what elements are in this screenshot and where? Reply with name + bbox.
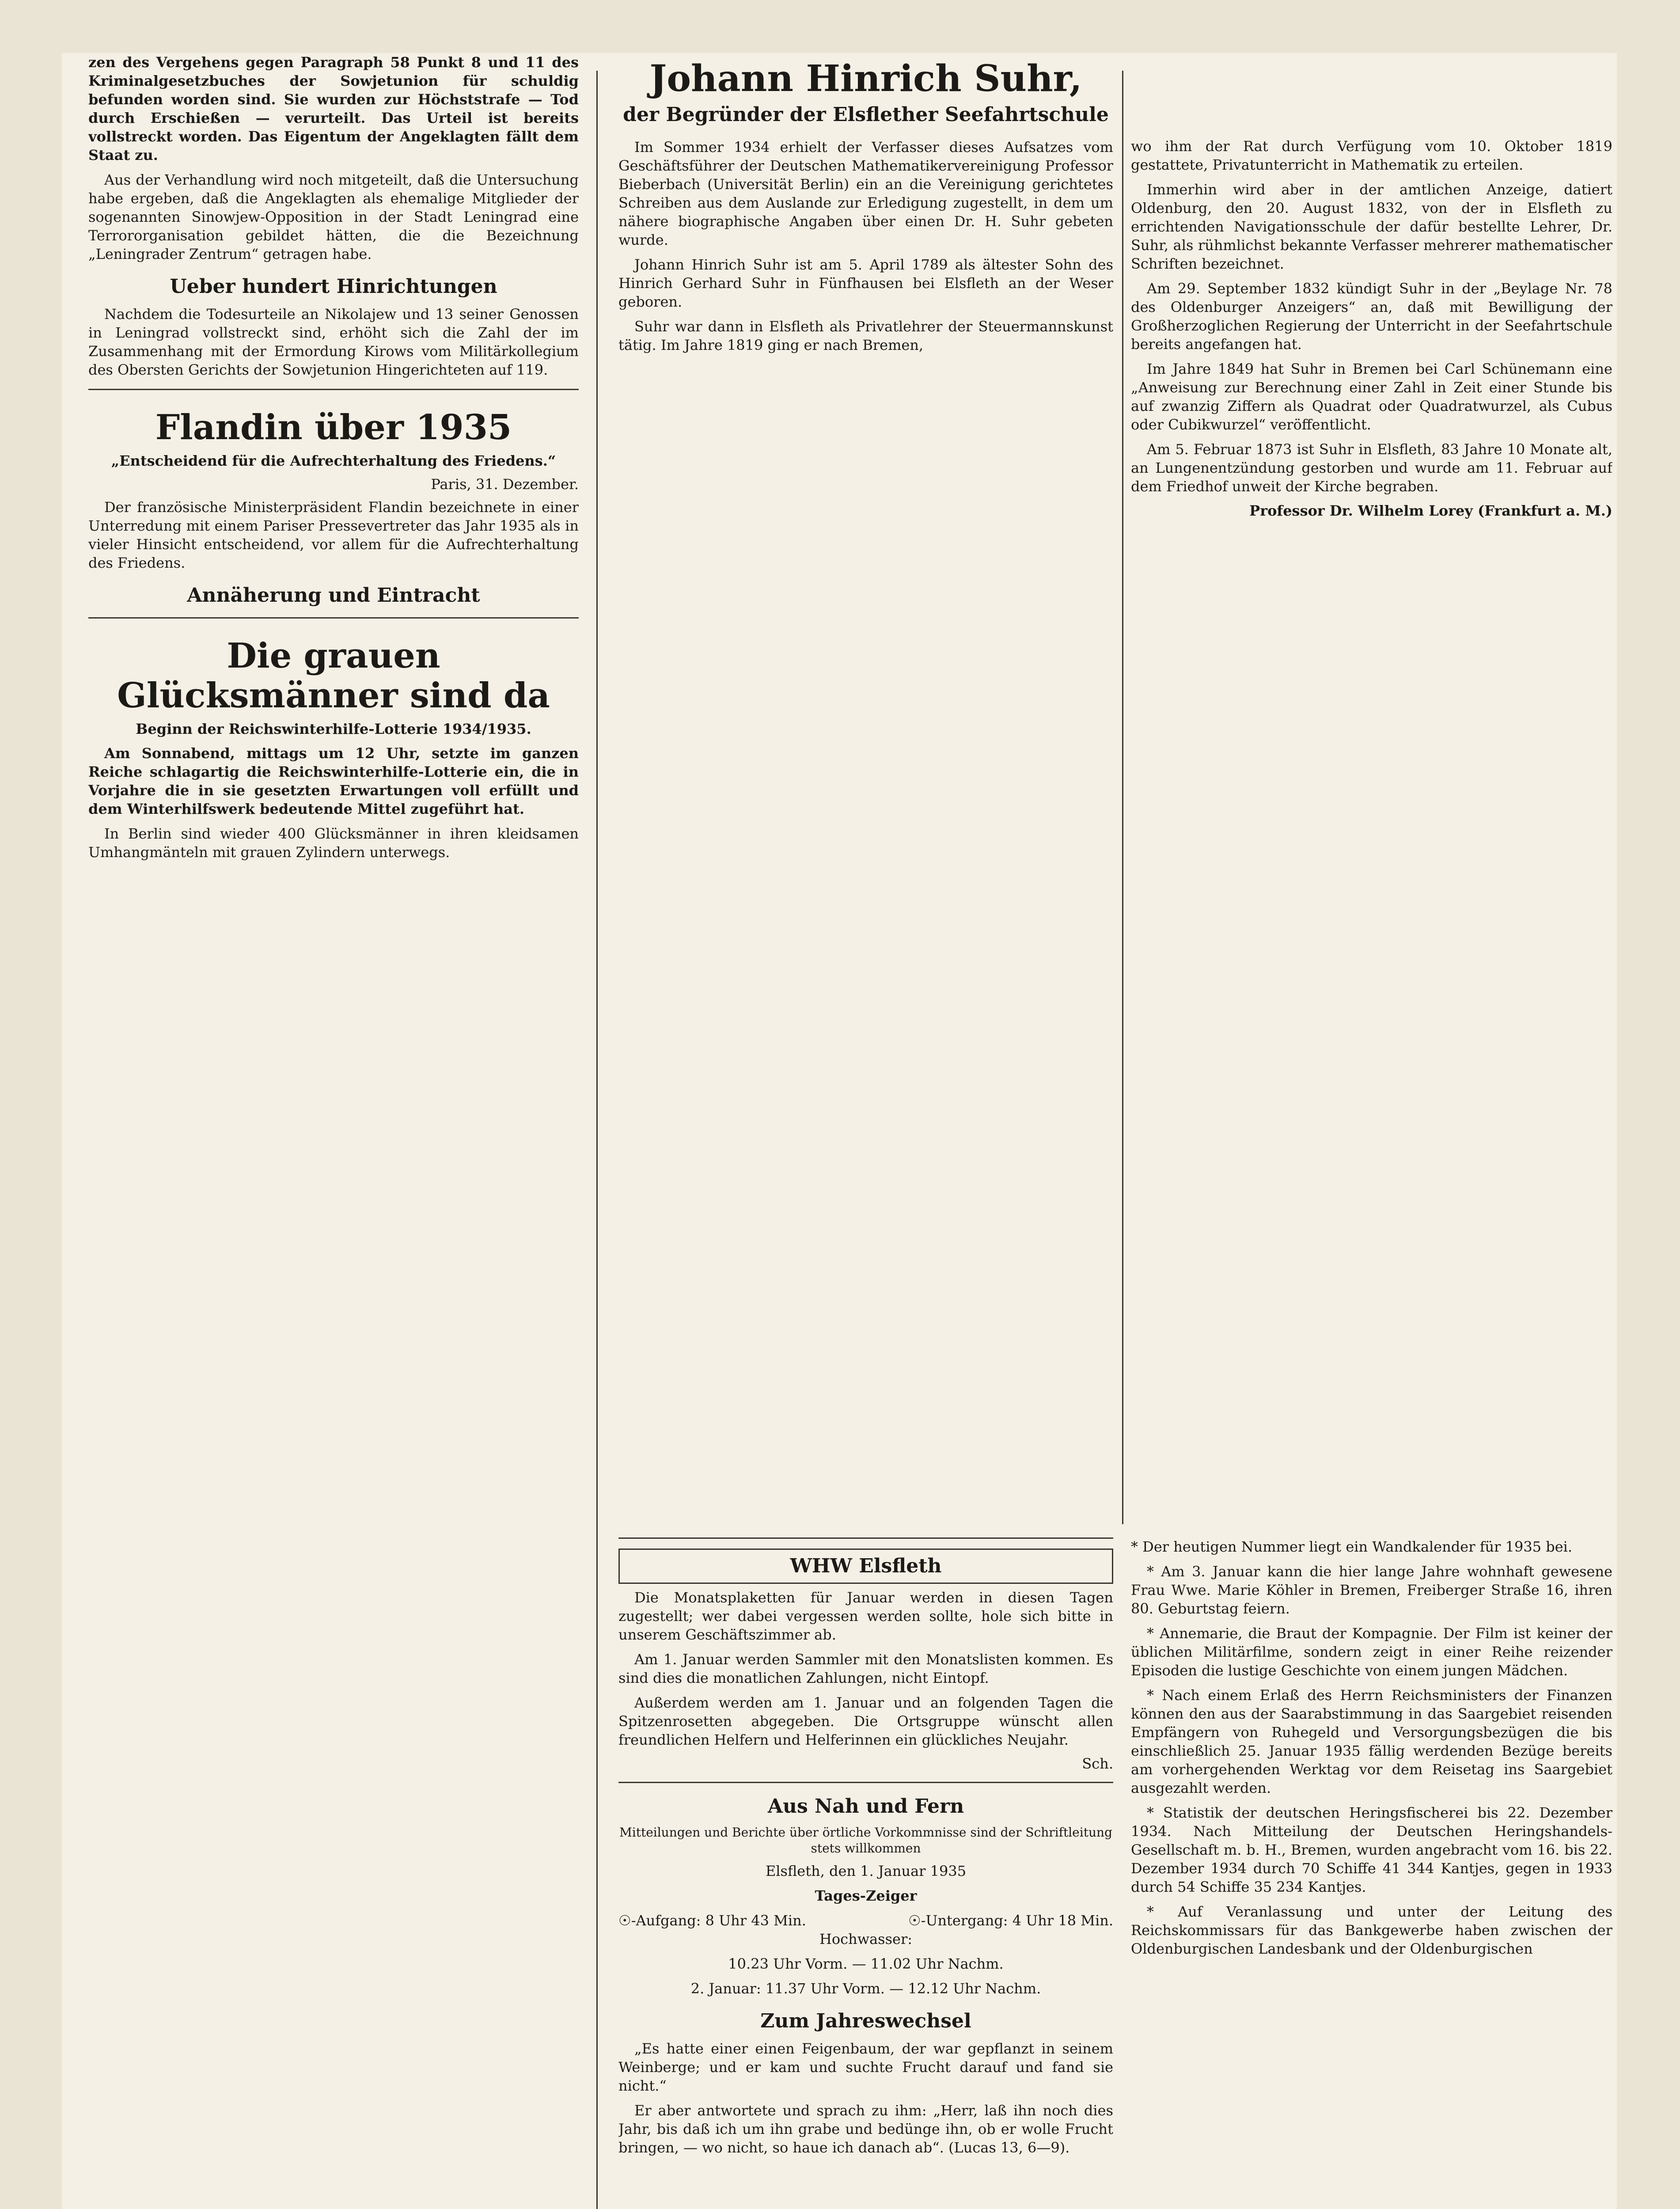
article-paragraph: In Berlin sind wieder 400 Glücksmänner in ihren kleidsamen Umhangmänteln mit grauen Zylindern unterwegs. <box>88 825 579 861</box>
nah-fern-title: Aus Nah und Fern <box>767 1795 964 1818</box>
local-news-item: * Annemarie, die Braut der Kompagnie. Der Film ist keiner der üblichen Militärfilme, sondern zeigt in einer Reihe reizender Episoden die lustige Geschichte von einem jungen Mädchen. <box>1131 1625 1612 1679</box>
right-column <box>1131 137 1612 1524</box>
flandin-dateline: Paris, 31. Dezember. <box>431 476 579 493</box>
article-paragraph: Die Monatsplaketten für Januar werden in diesen Tagen zugestellt; wer dabei vergessen werden sollte, hole sich bitte in unserem Geschäftszimmer ab. <box>618 1589 1113 1643</box>
article-paragraph: Er aber antwortete und sprach zu ihm: „Herr, laß ihn noch dies Jahr, bis daß ich um ihn grabe und bedünge ihn, ob er wolle Frucht bringen, — wo nicht, so haue ich danach ab“. (Lucas 13, 6—9). <box>618 2102 1113 2156</box>
hochwasser-line-2: 2. Januar: 11.37 Uhr Vorm. — 12.12 Uhr Nachm. <box>690 1980 1041 1997</box>
suhr-subtitle: der Begründer der Elsflether Seefahrtschule <box>623 103 1109 126</box>
column-divider-left <box>596 71 598 2209</box>
local-news-item: * Nach einem Erlaß des Herrn Reichsministers der Finanzen können den aus der Saarabstimmung in das Saargebiet reisenden Empfängern von Ruhegeld und Versorgungsbezügen die bis einschließlich 25. Januar 1935 fällig werdenden Bezüge bereits am vorhergehenden Werktag vor dem Reisetag ins Saargebiet ausgezahlt werden. <box>1131 1687 1612 1796</box>
article-paragraph: „Es hatte einer einen Feigenbaum, der war gepflanzt in seinem Weinberge; und er kam und suchte Frucht darauf und fand sie nicht.“ <box>618 2040 1113 2094</box>
article-paragraph: Immerhin wird aber in der amtlichen Anzeige, datiert Oldenburg, den 20. August 1832, von der in Elsfleth zu errichtenden Navigationsschule der dafür bestellte Lehrer, Dr. Suhr, als rühmlichst bekannte Verfasser mehrerer mathematischer Schriften bezeichnet. <box>1131 181 1612 272</box>
whw-title-box <box>618 1549 1113 1584</box>
column-divider-right <box>1122 71 1123 1524</box>
lower-middle-column <box>618 1537 1113 2163</box>
newspaper-page <box>62 53 1617 2209</box>
glueck-title: Die grauen Glücksmänner sind da <box>117 636 550 716</box>
flandin-tagline: „Entscheidend für die Aufrechterhaltung des Friedens.“ <box>111 452 556 469</box>
article-paragraph: Außerdem werden am 1. Januar und an folgenden Tagen die Spitzenrosetten abgegeben. Die Ortsgruppe wünscht allen freundlichen Helfern und Helferinnen ein glückliches Neujahr. <box>618 1694 1113 1748</box>
middle-column <box>618 53 1113 1524</box>
local-news-item: * Statistik der deutschen Heringsfischerei bis 22. Dezember 1934. Nach Mitteilung der Deutschen Heringshandels-Gesellschaft m. b. H., Bremen, wurden angebracht vom 16. bis 22. Dezember 1934 durch 70 Schiffe 41 344 Kantjes, gegen in 1933 durch 54 Schiffe 35 234 Kantjes. <box>1131 1804 1612 1895</box>
article-paragraph: wo ihm der Rat durch Verfügung vom 10. Oktober 1819 gestattete, Privatunterricht in Mathematik zu erteilen. <box>1131 138 1612 173</box>
heading-hinrichtungen: Ueber hundert Hinrichtungen <box>170 275 497 298</box>
sunrise-text: ☉-Aufgang: 8 Uhr 43 Min. <box>618 1912 806 1929</box>
tageszeiger-heading: Tages-Zeiger <box>815 1887 917 1904</box>
hochwasser-line-1: 10.23 Uhr Vorm. — 11.02 Uhr Nachm. <box>728 1955 1004 1972</box>
section-divider <box>618 1782 1113 1783</box>
jahreswechsel-title: Zum Jahreswechsel <box>760 2010 971 2032</box>
whw-title: WHW Elsfleth <box>790 1555 942 1577</box>
local-news-item: * Der heutigen Nummer liegt ein Wandkalender für 1935 bei. <box>1131 1538 1573 1555</box>
flandin-title: Flandin über 1935 <box>155 407 512 448</box>
article-paragraph: Nachdem die Todesurteile an Nikolajew und 13 seiner Genossen in Leningrad vollstreckt sind, erhöht sich die Zahl der im Zusammenhang mit der Ermordung Kirows vom Militärkollegium des Obersten Gerichts der Sowjetunion Hingerichteten auf 119. <box>88 306 579 378</box>
lower-section <box>618 1529 1612 2209</box>
local-news-item: * Am 3. Januar kann die hier lange Jahre wohnhaft gewesene Frau Wwe. Marie Köhler in Bremen, Freiberger Straße 16, ihren 80. Geburtstag feiern. <box>1131 1563 1612 1617</box>
nah-fern-date: Elsfleth, den 1. Januar 1935 <box>765 1863 967 1879</box>
article-paragraph: Der französische Ministerpräsident Flandin bezeichnete in einer Unterredung mit einem Pariser Pressevertreter das Jahr 1935 als in vieler Hinsicht entscheidend, vor allem für die Aufrechterhaltung des Friedens. <box>88 499 579 571</box>
article-paragraph: Am Sonnabend, mittags um 12 Uhr, setzte im ganzen Reiche schlagartig die Reichswinterhilfe-Lotterie ein, die in Vorjahre die in sie gesetzten Erwartungen voll erfüllt und dem Winterhilfswerk bedeutende Mittel zugeführt hat. <box>88 745 579 817</box>
whw-signature: Sch. <box>1082 1755 1113 1772</box>
nah-fern-tagline: Mitteilungen und Berichte über örtliche Vorkommnisse sind der Schriftleitung stets willkommen <box>619 1825 1112 1856</box>
article-paragraph: Johann Hinrich Suhr ist am 5. April 1789 als ältester Sohn des Hinrich Gerhard Suhr in Fünfhausen bei Elsfleth an der Weser geboren. <box>618 256 1113 310</box>
article-intro-text: zen des Vergehens gegen Paragraph 58 Punkt 8 und 11 des Kriminalgesetzbuches der Sowjetunion für schuldig befunden worden sind. Sie wurden zur Höchststrafe — Tod durch Erschießen — verurteilt. Das Urteil ist bereits vollstreckt worden. Das Eigentum der Angeklagten fällt dem Staat zu. <box>88 54 579 163</box>
section-divider <box>88 617 579 619</box>
suhr-title: Johann Hinrich Suhr, <box>649 57 1082 100</box>
article-paragraph: Suhr war dann in Elsfleth als Privatlehrer der Steuermannskunst tätig. Im Jahre 1819 ging er nach Bremen, <box>618 318 1113 353</box>
article-paragraph: Am 1. Januar werden Sammler mit den Monatslisten kommen. Es sind dies die monatlichen Zahlungen, nicht Eintopf. <box>618 1651 1113 1686</box>
article-paragraph: Am 29. September 1832 kündigt Suhr in der „Beylage Nr. 78 des Oldenburger Anzeigers“ an, daß mit Bewilligung der Großherzoglichen Regierung der Unterricht in der Seefahrtschule bereits angefangen hat. <box>1131 280 1612 353</box>
section-divider <box>618 1537 1113 1539</box>
section-divider <box>88 389 579 390</box>
left-column <box>88 53 579 2209</box>
article-author: Professor Dr. Wilhelm Lorey (Frankfurt a. M.) <box>1249 502 1612 519</box>
glueck-tagline: Beginn der Reichswinterhilfe-Lotterie 1934/1935. <box>136 721 531 737</box>
article-paragraph: Am 5. Februar 1873 ist Suhr in Elsfleth, 83 Jahre 10 Monate alt, an Lungenentzündung gestorben und wurde am 11. Februar auf dem Friedhof unweit der Kirche begraben. <box>1131 441 1612 495</box>
article-paragraph: Aus der Verhandlung wird noch mitgeteilt, daß die Untersuchung habe ergeben, daß die Angeklagten als ehemalige Mitglieder der sogenannten Sinowjew-Opposition in der Stadt Leningrad eine Terrororganisation gebildet hätten, die die Bezeichnung „Leningrader Zentrum“ getragen habe. <box>88 171 579 262</box>
hochwasser-heading: Hochwasser: <box>819 1931 913 1947</box>
lower-right-column <box>1131 1537 1612 1964</box>
article-paragraph: Im Sommer 1934 erhielt der Verfasser dieses Aufsatzes vom Geschäftsführer der Deutschen Mathematikervereinigung Professor Bieberbach (Universität Berlin) ein an die Vereinigung gerichtetes Schreiben aus dem Auslande zur Erledigung zugestellt, in dem um nähere biographische Angaben über einen Dr. H. Suhr gebeten wurde. <box>618 139 1113 248</box>
sunset-text: ☉-Untergang: 4 Uhr 18 Min. <box>908 1912 1113 1929</box>
article-paragraph: Im Jahre 1849 hat Suhr in Bremen bei Carl Schünemann eine „Anweisung zur Berechnung einer Zahl in Zeit einer Stunde bis auf zwanzig Ziffern als Quadrat oder Quadratwurzel, als Cubus oder Cubikwurzel“ veröffentlicht. <box>1131 361 1612 433</box>
sun-times-row <box>618 1911 1113 1930</box>
local-news-item: * Auf Veranlassung und unter der Leitung des Reichskommissars für das Bankgewerbe haben zwischen der Oldenburgischen Landesbank und der Oldenburgischen <box>1131 1903 1612 1957</box>
heading-annaeherung: Annäherung und Eintracht <box>187 584 480 607</box>
